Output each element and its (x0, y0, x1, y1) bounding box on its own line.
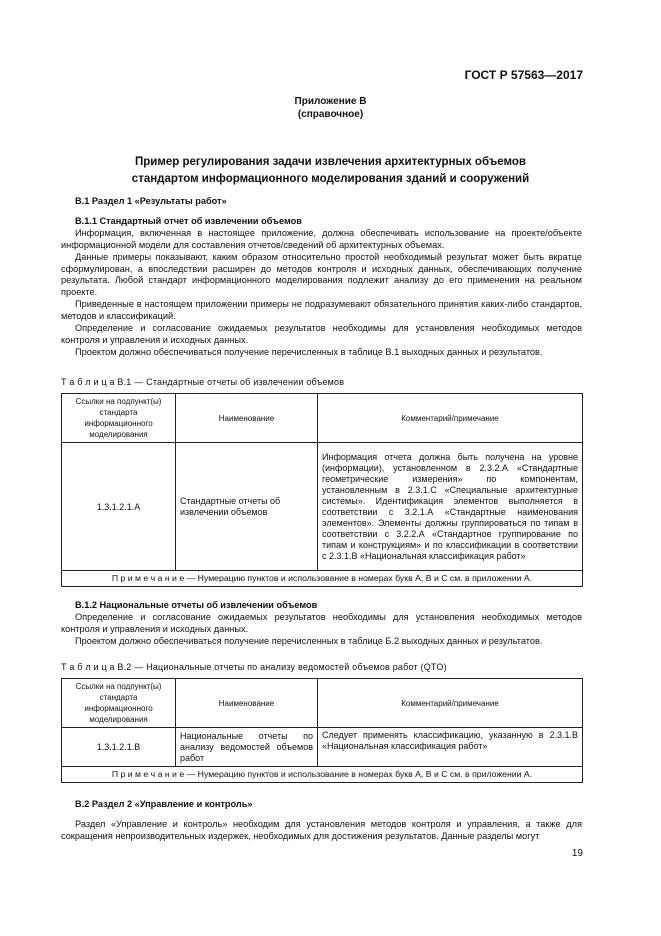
document-code: ГОСТ Р 57563—2017 (464, 68, 583, 82)
table2-note (62, 767, 583, 783)
table1-caption-label: Т а б л и ц а (61, 377, 115, 387)
table1-note-label: П р и м е ч а н и е (111, 573, 185, 583)
table1-note-text: — Нумерацию пунктов и использование в номерах букв А, В и С см. в приложении А. (184, 573, 533, 583)
table2-cell-name: Национальные отчеты по анализу ведомостей объемов работ (176, 728, 318, 767)
section-b12-paragraph-2: Проектом должно обеспечиваться получение перечисленных в таблице Б.2 выходных данных и результатов. (75, 635, 543, 646)
main-title-line-1: Пример регулирования задачи извлечения архитектурных объемов (135, 156, 526, 168)
main-title (0, 154, 661, 188)
section-b12-paragraph-1: Определение и согласование ожидаемых результатов необходимы для установления необходимых методов контроля и управления и исходных данных. (61, 611, 582, 634)
table1-caption-text: В.1 — Стандартные отчеты об извлечении объемов (117, 377, 345, 387)
section-b11-paragraph-4: Определение и согласование ожидаемых результатов необходимы для установления необходимых методов контроля и управления и исходных данных. (61, 323, 582, 345)
table-b1 (61, 393, 583, 587)
page-number: 19 (571, 848, 583, 859)
table2-cell-comment: Следует применять классификацию, указанную в 2.3.1.В «Национальная классификация работ» (318, 728, 583, 767)
table1-note-row (62, 571, 583, 587)
table1-cell-ref: 1.3.1.2.1.А (62, 443, 176, 571)
table2-caption (61, 662, 447, 672)
annex-subtitle: (справочное) (297, 109, 364, 120)
table1-header-ref: Ссылки на подпункт(ы) стандарта информационного моделирования (62, 394, 176, 443)
section-b11-paragraph-1: Информация, включенная в настоящее приложение, должна обеспечивать использование на проекте/объекте информационной модели для составления отчетов/сведений об архитектурных объемах. (61, 227, 582, 250)
table1-cell-comment: Информация отчета должна быть получена на уровне (информации), установленном в 2.3.2.А «Стандартные геометрические измерения» по компонентам, установленным в 2.3.1.С «Специальные архитектурные системы». Идентификация элементов выполняется в соответствии с 3.2.1.А «Стандартные наименования элементов». Элементы должны группироваться по типам в соответствии с 3.2.2.А «Стандартное группирование по типам и конструкциям» и по классификации в соответствии с 2.3.1.В «Национальная классификация работ» (318, 443, 583, 571)
table1-caption (61, 377, 344, 387)
table2-header-comment: Комментарий/примечание (318, 679, 583, 728)
section-b2-block (61, 799, 582, 843)
table2-note-row (62, 767, 583, 783)
section-b12-block (61, 600, 582, 648)
section-b11-paragraph-5: Проектом должно обеспечиваться получение перечисленных в таблице В.1 выходных данных и результатов. (75, 346, 543, 357)
table2-header-row (62, 679, 583, 728)
table2-header-ref: Ссылки на подпункт(ы) стандарта информационного моделирования (62, 679, 176, 728)
section-b2-paragraph-1: Раздел «Управление и контроль» необходим для установления методов контроля и управления, а также для сокращения непроизводительных издержек, необходимых для достижения результатов. Данные разделы могут (61, 818, 582, 841)
table1-header-row (62, 394, 583, 443)
section-b1-block (61, 196, 582, 359)
table1-header-comment: Комментарий/примечание (318, 394, 583, 443)
main-title-line-2: стандартом информационного моделирования зданий и сооружений (131, 173, 530, 185)
table2-caption-text: В.2 — Национальные отчеты по анализу ведомостей объемов работ (QTO) (117, 662, 447, 672)
table-row (62, 728, 583, 767)
section-b11-heading: В.1.1 Стандартный отчет об извлечении объемов (75, 215, 302, 226)
table2-cell-ref: 1.3.1.2.1.В (62, 728, 176, 767)
table1-cell-name: Стандартные отчеты об извлечении объемов (176, 443, 318, 571)
annex-title: Приложение В (294, 96, 367, 107)
table2-note-label: П р и м е ч а н и е (111, 769, 185, 779)
table1-header-name: Наименование (176, 394, 318, 443)
section-b11-paragraph-3: Приведенные в настоящем приложении примеры не подразумевают обязательного принятия каких-либо стандартов, методов и классификаций. (61, 299, 582, 322)
section-b11-paragraph-2: Данные примеры показывают, каким образом относительно простой необходимый результат может быть вкратце сформулирован, а впоследствии расширен до методов контроля и исходных данных, обеспечивающих получение результата. Любой стандарт информационного моделирования подлежит анализу до его применения на реальном проекте. (61, 251, 582, 298)
table2-header-name: Наименование (176, 679, 318, 728)
table1-note (62, 571, 583, 587)
section-b12-heading: В.1.2 Национальные отчеты об извлечении объемов (75, 600, 318, 610)
section-b1-heading: В.1 Раздел 1 «Результаты работ» (75, 196, 227, 206)
table-row (62, 443, 583, 571)
table2-note-text: — Нумерацию пунктов и использование в номерах букв А, В и С см. в приложении А. (184, 769, 533, 779)
section-b2-heading: В.2 Раздел 2 «Управление и контроль» (75, 799, 253, 809)
table2-caption-label: Т а б л и ц а (61, 662, 115, 672)
table-b2 (61, 678, 583, 783)
